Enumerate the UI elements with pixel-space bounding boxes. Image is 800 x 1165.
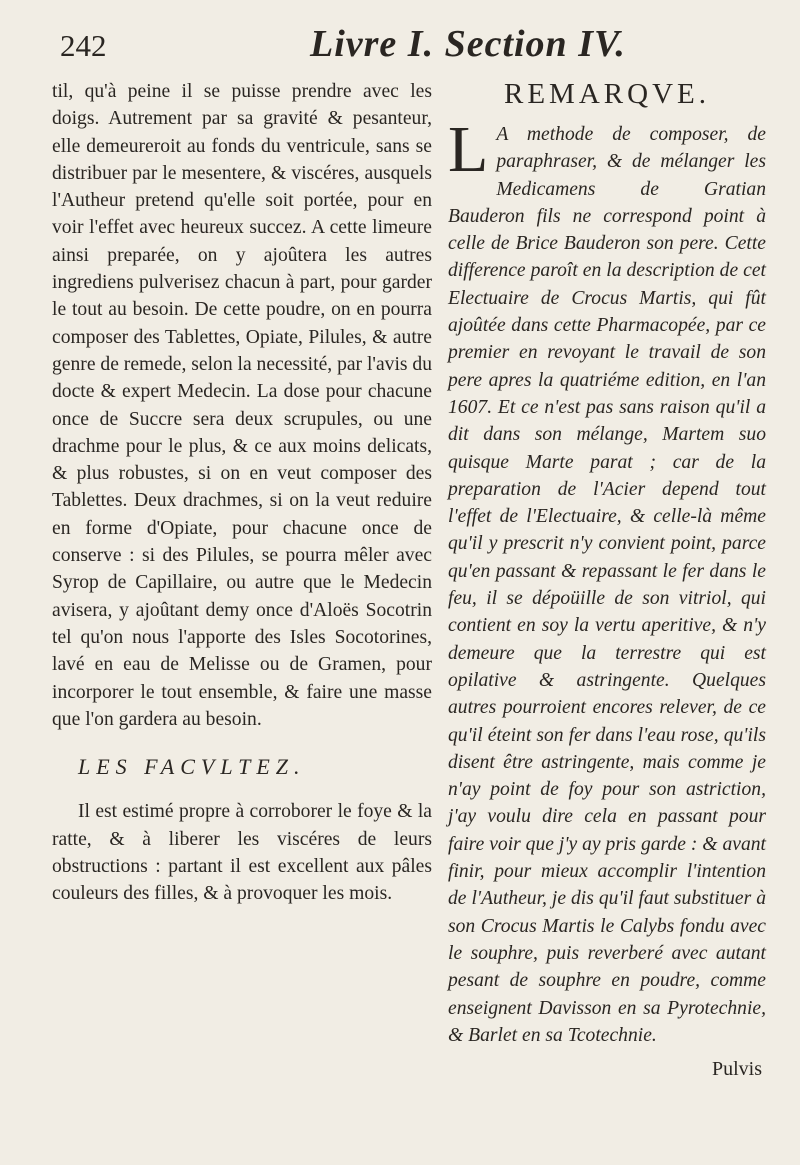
drop-cap: L: [448, 113, 489, 186]
left-paragraph-2: Il est estimé propre à corroborer le foye & la ratte, & à liberer les viscéres de leurs obstructions : partant il est excellent aux pâles couleurs des filles, & à provoquer les mois.: [52, 801, 432, 905]
remarque-text: A methode de composer, de paraphraser, & de mélanger les Medicamens de Gratian Bauderon fils ne correspond point à celle de Brice Bauderon son pere. Cette difference paroît en la description de cet Electuaire de Crocus Martis, qui fût ajoûtée dans cette Pharmacopée, par ce premier en revoyant le travail de son pere apres la quatriéme edition, en l'an 1607. Et ce n'est pas sans raison qu'il a dit dans son mélange, Martem suo quisque Marte parat ; car de la preparation de l'Acier depend tout l'effet de l'Electuaire, & celle-là même qu'il y prescrit n'y convient point, parce qu'en passant & repassant le fer dans le feu, il se dépoüille de son vitriol, qui contient en soy la vertu aperitive, & n'y demeure que la terrestre qui est opilative & astringente. Quelques autres pourroient encores relever, de ce qu'il éteint son fer dans l'eau rose, qu'ils disent être astringente, mais comme je n'ay point de foy pour son astriction, j'ay voulu dire cela en passant pour faire voir que j'y ay pris garde : & avant finir, pour mieux accomplir l'intention de l'Autheur, je dis qu'il faut substituer à son Crocus Martis le Calybs fondu avec le souphre, puis reverberé avec autant pesant de souphre en poudre, comme enseignent Davisson en sa Pyrotechnie, & Barlet en sa Tcotechnie.: [448, 124, 766, 1046]
left-column: [52, 78, 432, 908]
right-column: [448, 78, 766, 1049]
running-title: Livre I. Section IV.: [310, 23, 626, 65]
catchword: Pulvis: [711, 1058, 762, 1080]
section-heading: LES FACVLTEZ.: [78, 754, 306, 780]
left-paragraph-1: til, qu'à peine il se puisse prendre avec les doigs. Autrement par sa gravité & pesanteur, elle demeureroit au fonds du ventricule, sans se distribuer par le mesentere, & viscéres, ausquels l'Autheur pretend qu'elle soit portée, pour en voir l'effet avec heureux succez. A cette limeure ainsi preparée, on y ajoûtera les autres ingrediens pulverisez chacun à part, pour garder le tout au besoin. De cette poudre, on en pourra composer des Tablettes, Opiate, Pilules, & autre genre de remede, selon la necessité, par l'avis du docte & expert Medecin. La dose pour chacune once de Succre sera deux scrupules, ou une drachme pour le plus, & ce aux moins delicats, & plus robustes, si on en veut composer des Tablettes. Deux drachmes, si on la veut reduire en forme d'Opiate, pour chacune once de conserve : si des Pilules, se pourra mêler avec Syrop de Capillaire, ou autre que le Medecin avisera, y ajoûtant demy once d'Aloës Socotrin tel qu'on nous l'apporte des Isles Socotorines, lavé en eau de Melisse ou de Gramen, pour incorporer le tout ensemble, & faire une masse que l'on gardera au besoin.: [52, 81, 433, 730]
remarque-title: REMARQVE.: [504, 78, 710, 110]
page-header: [60, 22, 750, 68]
remarque-body: [448, 113, 766, 1049]
page-number: 242: [60, 28, 107, 63]
